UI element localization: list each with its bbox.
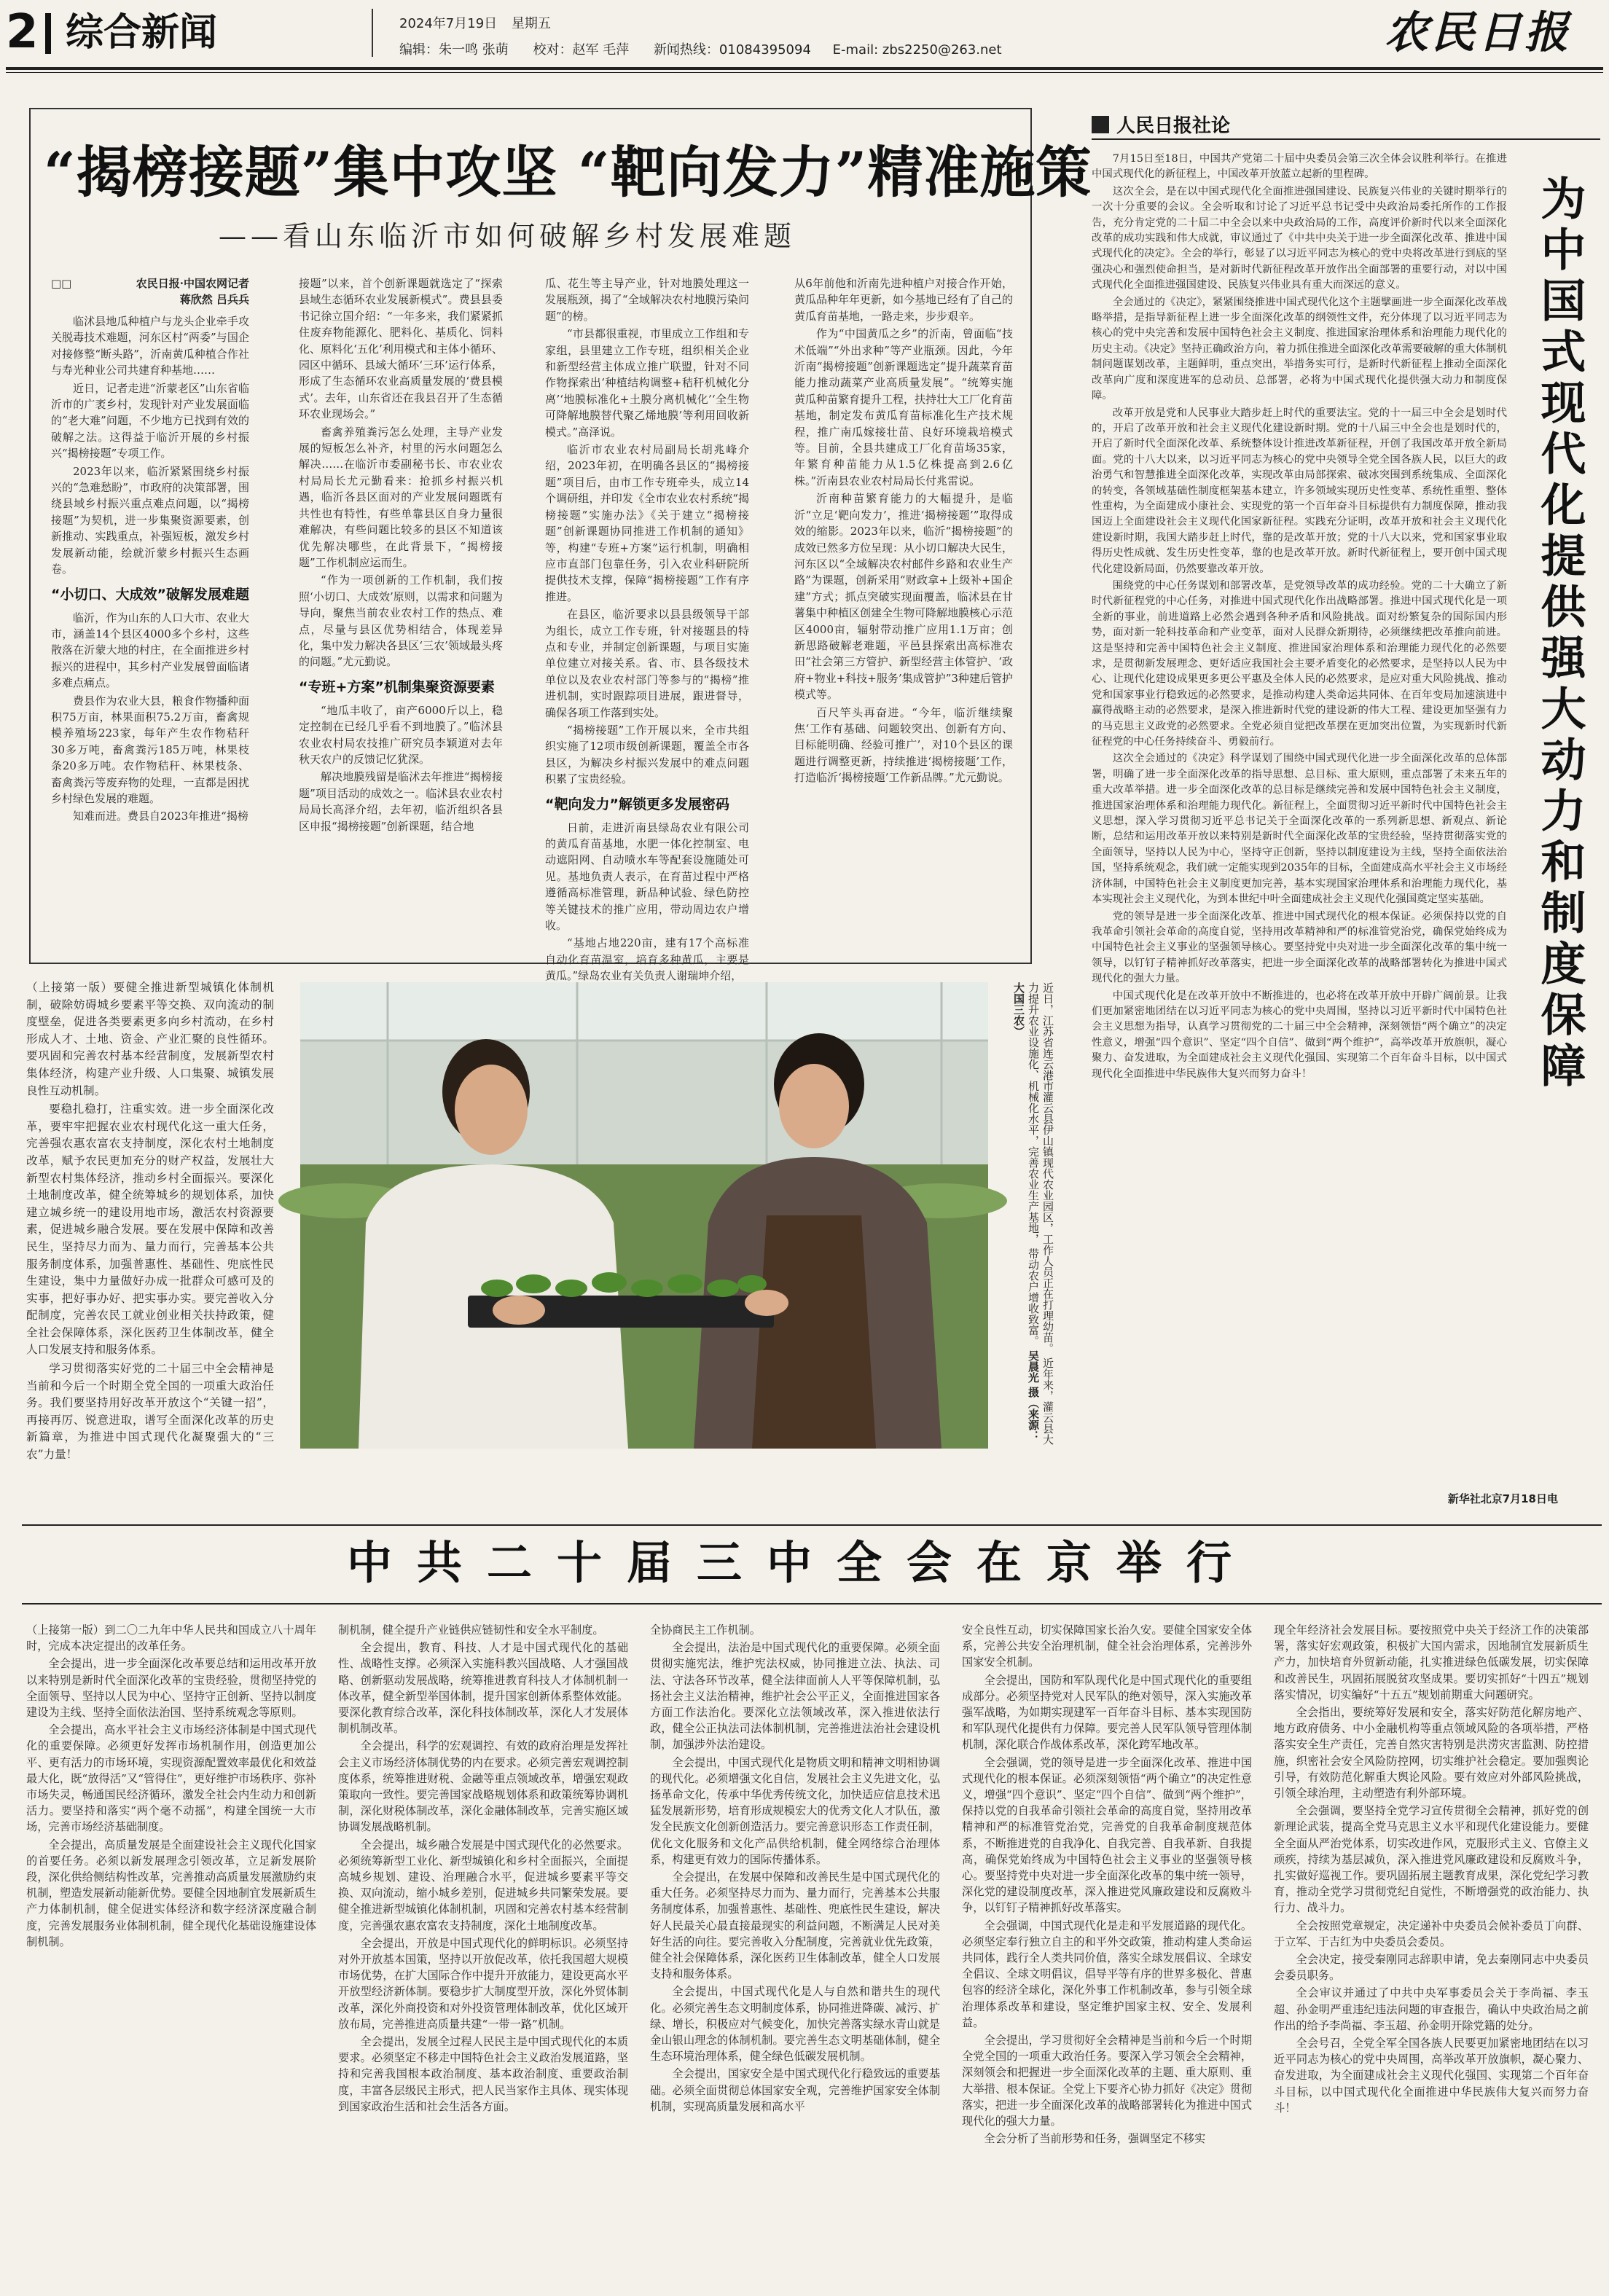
paragraph: 全会强调，要坚持全党学习宣传贯彻全会精神，抓好党的创新理论武装，提高全党马克思主义水平和现代化建设能力。要健全全面从严治党体系，切实改进作风，克服形式主义、官僚主义顽疾，持续为基层减负，深入推进党风廉政建设和反腐败斗争，扎实做好巡视工作。要巩固拓展主题教育成果，深化党纪学习教育，推动全党学习贯彻党纪自觉性，不断增强党的政治能力、执行力、战斗力。 xyxy=(1274,1804,1589,1915)
proofreader: 校对：赵军 毛萍 xyxy=(533,42,630,58)
paragraph: 全会提出，法治是中国式现代化的重要保障。必须全面贯彻实施宪法，维护宪法权威，协同推进立法、执法、司法、守法各环节改革，健全法律面前人人平等保障机制，弘扬社会主义法治精神，维护社会公平正义，全面推进国家各方面工作法治化。要深化立法领域改革，深入推进依法行政，健全公正执法司法体制机制，完善推进法治社会建设机制，加强涉外法治建设。 xyxy=(650,1641,940,1752)
bottom-headline-rule xyxy=(22,1603,1602,1605)
byline-icon: □□ xyxy=(51,277,72,290)
feature-column-3 xyxy=(545,275,749,983)
photo-caption xyxy=(997,982,1055,1449)
feature-column-4 xyxy=(794,275,1013,953)
paragraph: 百尺竿头再奋进。“今年，临沂继续聚焦‘工作有基础、问题较突出、创新有方向、目标能明确、经验可推广’，对10个县区的课题进行调整更新，持续推进‘揭榜接题’工作，打造临沂‘揭榜接题’工作新品牌。”尤元勤说。 xyxy=(794,705,1013,785)
masthead-rule-thin xyxy=(6,72,1603,73)
page-number: 2 xyxy=(6,5,39,59)
paragraph: 解决地膜残留是临沭去年推进“揭榜接题”项目活动的成效之一。临沭县农业农村局局长高泽介绍，去年初，临沂组织各县区申报“揭榜接题”创新课题，结合地 xyxy=(299,770,503,833)
paragraph: 临沂，作为山东的人口大市、农业大市，涵盖14个县区4000多个乡村，这些散落在沂蒙大地的村庄，在全面推进乡村振兴的进程中，其乡村产业发展曾面临诸多难点痛点。 xyxy=(51,611,249,690)
paper-name-logo: 农民日报 xyxy=(1385,7,1571,58)
paragraph: 全会决定，接受秦刚同志辞职申请，免去秦刚同志中央委员会委员职务。 xyxy=(1274,1953,1589,1983)
paragraph: 全会指出，要统筹好发展和安全，落实好防范化解房地产、地方政府债务、中小金融机构等重点领域风险的各项举措，严格落实安全生产责任，完善自然灾害特别是洪涝灾害监测、防控措施，织密社会安全风险防控网，切实维护社会稳定。要加强舆论引导，有效防范化解重大舆论风险。要有效应对外部风险挑战，引领全球治理，主动塑造有利外部环境。 xyxy=(1274,1706,1589,1801)
feature-column-1 xyxy=(51,313,249,955)
byline-org: 农民日报·中国农网记者 xyxy=(136,277,249,290)
paragraph: “基地占地220亩，建有17个高标准自动化育苗温室，培育多种黄瓜，主要是黄瓜。”绿岛农业有关负责人谢瑞坤介绍， xyxy=(545,936,749,983)
paragraph: 制机制，健全提升产业链供应链韧性和安全水平制度。 xyxy=(338,1623,604,1637)
issue-date xyxy=(399,13,551,32)
bottom-column-4 xyxy=(962,1622,1252,2289)
feature-subhead-3: “靶向发力”解锁更多发展密码 xyxy=(545,796,729,812)
paragraph: 改革开放是党和人民事业大踏步赶上时代的重要法宝。党的十一届三中全会是划时代的，开启了改革开放和社会主义现代化建设新时期。党的十八届三中全会也是划时代的，开启了新时代全面深化改革、系统整体设计推进改革新征程，开创了我国改革开放全新局面。党的十八大以来，以习近平同志为核心的党中央领导全党全国各族人民，以巨大的政治勇气和智慧推进全面深化改革，实现改革由局部探索、破冰突围到系统集成、全面深化的转变，各领域基础性制度框架基本建立，许多领域实现历史性变革、系统性重塑、整体性重构，为全面建成小康社会、实现党的第一个百年奋斗目标提供有力制度保障，推动我国迈上全面建设社会主义现代化国家新征程。实践充分证明，改革开放和社会主义现代化建设新时期，我国大踏步赶上时代，靠的是改革开放；党的十八大以来，党和国家事业取得历史性成就、发生历史性变革，靠的也是改革开放。新时代新征程上，要开创中国式现代化建设新局面，仍然要靠改革开放。 xyxy=(1092,407,1507,575)
editorial-label xyxy=(1092,111,1230,138)
paragraph: 全会强调，中国式现代化是走和平发展道路的现代化。必须坚定奉行独立自主的和平外交政策，推动构建人类命运共同体，践行全人类共同价值，落实全球发展倡议、全球安全倡议、全球文明倡议，倡导平等有序的世界多极化、普惠包容的经济全球化，深化外事工作机制改革，参与引领全球治理体系改革和建设，坚定维护国家主权、安全、发展利益。 xyxy=(962,1919,1252,2029)
paragraph: 全会提出，国防和军队现代化是中国式现代化的重要组成部分。必须坚持党对人民军队的绝对领导，深入实施改革强军战略，为如期实现建军一百年奋斗目标、基本实现国防和军队现代化提供有力保障。要完善人民军队领导管理体制机制，深化联合作战体系改革，深化跨军地改革。 xyxy=(962,1673,1252,1752)
page-number-bar xyxy=(45,13,51,54)
paragraph: （上接第一版）到二〇二九年中华人民共和国成立八十周年时，完成本决定提出的改革任务。 xyxy=(26,1623,316,1653)
paragraph: 全会按照党章规定，决定递补中央委员会候补委员丁向群、于立军、于吉红为中央委员会委员。 xyxy=(1274,1919,1589,1948)
feature-subhead-2: “专班+方案”机制集聚资源要素 xyxy=(299,678,495,695)
feature-byline xyxy=(51,275,249,307)
paragraph: 沂南种苗繁育能力的大幅提升，是临沂“立足‘靶向发力’，推进‘揭榜接题’”取得成效的缩影。2023年以来，临沂“揭榜接题”的成效已然多方位呈现：从小切口解决大民生，河东区以“全域解决农村邮件乡路和农业生产路”为课题，创新采用“财政拿+上级补+国企建”方式；抓点突破实现面覆盖，临沭县在甘薯集中种植区创建全生物可降解地膜核心示范区4000亩，辐射带动推广应用1.1万亩；创新思路破解老难题，平邑县探索出高标准农田“社会第三方管护、新型经营主体管护、‘政府+物业+科技+服务’集成管护”3种建后管护模式等。 xyxy=(794,492,1014,702)
byline-names: 蒋欣然 吕兵兵 xyxy=(179,293,249,306)
paragraph: 全会分析了当前形势和任务，强调坚定不移实 xyxy=(984,2132,1206,2146)
paragraph: “市县都很重视，市里成立工作组和专家组，县里建立工作专班，组织相关企业和新型经营主体成立推广联盟，针对不同作物探索出‘种植结构调整+秸秆机械化分离’‘地膜标准化+土膜分离机械化’‘全生物可降解地膜替代聚乙烯地膜’等利用回收新模式。”高泽说。 xyxy=(545,327,749,439)
paragraph: 从6年前他和沂南先进种植户对接合作开始，黄瓜品种年年更新，如今基地已经有了自己的黄瓜育苗基地，一路走来，步步艰辛。 xyxy=(794,277,1014,323)
feature-subheadline: ——看山东临沂市如何破解乡村发展难题 xyxy=(219,220,796,252)
paragraph: 全会提出，发展全过程人民民主是中国式现代化的本质要求。必须坚定不移走中国特色社会主义政治发展道路，坚持和完善我国根本政治制度、基本政治制度、重要政治制度，丰富各层级民主形式，把人民当家作主具体、现实体现到国家政治生活和社会生活各方面。 xyxy=(338,2035,628,2113)
bottom-column-2 xyxy=(338,1622,628,2289)
bottom-column-1 xyxy=(26,1622,316,2289)
paragraph: 全会提出，城乡融合发展是中国式现代化的必然要求。必须统筹新型工业化、新型城镇化和乡村全面振兴，全面提高城乡规划、建设、治理融合水平，促进城乡要素平等交换、双向流动，缩小城乡差别，促进城乡共同繁荣发展。要健全推进新型城镇化体制机制，巩固和完善农村基本经营制度，完善强农惠农富农支持制度，深化土地制度改革。 xyxy=(338,1838,628,1932)
photo-credit: 吴晨光 摄（来源：大国三农） xyxy=(1012,982,1040,1441)
paragraph: 全协商民主工作机制。 xyxy=(650,1623,761,1637)
paragraph: “地瓜丰收了，亩产6000斤以上，稳定控制在已经几乎看不到地膜了。”临沭县农业农村局农技推广研究员李颖道对去年秋天农户的反馈记忆犹深。 xyxy=(299,703,503,766)
paragraph: 全会提出，进一步全面深化改革要总结和运用改革开放以来特别是新时代全面深化改革的宝贵经验，贯彻坚持党的全面领导、坚持以人民为中心、坚持守正创新、坚持以制度建设为主线、坚持全面依法治国、坚持系统观念等原则。 xyxy=(26,1657,316,1720)
paragraph: 全会提出，教育、科技、人才是中国式现代化的基础性、战略性支撑。必须深入实施科教兴国战略、人才强国战略、创新驱动发展战略，统筹推进教育科技人才体制机制一体改革，健全新型举国体制，提升国家创新体系整体效能。要深化教育综合改革，深化科技体制改革，深化人才发展体制机制改革。 xyxy=(338,1641,628,1736)
paragraph: 全会提出，国家安全是中国式现代化行稳致远的重要基础。必须全面贯彻总体国家安全观，完善维护国家安全体制机制，实现高质量发展和高水平 xyxy=(650,2067,940,2113)
paragraph: 全会强调，党的领导是进一步全面深化改革、推进中国式现代化的根本保证。必须深刻领悟“两个确立”的决定性意义，增强“四个意识”、坚定“四个自信”、做到“两个维护”，保持以党的自我革命引领社会革命的高度自觉，坚持用改革精神和严的标准管党治党，完善党的自我革命制度规范体系，不断推进党的自我净化、自我完善、自我革新、自我提高，确保党始终成为中国特色社会主义事业的坚强领导核心。要坚持党中央对进一步全面深化改革的集中统一领导，深化党的建设制度改革，深入推进党风廉政建设和反腐败斗争，以钉钉子精神抓好改革落实。 xyxy=(962,1755,1252,1915)
feature-subhead-1: “小切口、大成效”破解发展难题 xyxy=(51,586,249,603)
photo-caption-line: 带动农户增收致富。 xyxy=(1027,1247,1040,1347)
paragraph: 这次全会通过的《决定》科学谋划了围绕中国式现代化进一步全面深化改革的总体部署，明确了进一步全面深化改革的指导思想、总目标、重大原则，重点部署了未来五年的重大改革举措。进一步全面深化改革的总目标是继续完善和发展中国特色社会主义制度，推进国家治理体系和治理能力现代化。新征程上，全面贯彻习近平新时代中国特色社会主义思想，深入学习贯彻习近平总书记关于全面深化改革的一系列新思想、新观点、新论断，总结和运用改革开放以来特别是新时代全面深化改革的宝贵经验，坚持贯彻落实党的全面领导，坚持以人民为中心，坚持守正创新，坚持以制度建设为主线，坚持全面依法治国，坚持系统观念，我们就一定能实现到2035年的目标，全面建成高水平社会主义市场经济体制，中国特色社会主义制度更加完善，基本实现国家治理体系和治理能力现代化，基本实现社会主义现代化，为到本世纪中叶全面建成社会主义现代化强国奠定坚实基础。 xyxy=(1092,753,1507,906)
editorial-label-text: 人民日报社论 xyxy=(1116,115,1231,137)
paragraph: 2023年以来，临沂紧紧围绕乡村振兴的“急难愁盼”，市政府的决策部署，围绕县域乡村振兴重点难点问题，以“揭榜接题”为契机，进一步集聚资源要素，创新推动、实践重点，补强短板，激发乡村发展新动能，绘就沂蒙乡村振兴生态画卷。 xyxy=(51,464,249,576)
paragraph: 全会提出，开放是中国式现代化的鲜明标识。必须坚持对外开放基本国策，坚持以开放促改革，依托我国超大规模市场优势，在扩大国际合作中提升开放能力，建设更高水平开放型经济新体制。要稳步扩大制度型开放，深化外贸体制改革，深化外商投资和对外投资管理体制改革，优化区域开放布局，完善推进高质量共建“一带一路”机制。 xyxy=(338,1936,628,2031)
paragraph: 在县区，临沂要求以县县级领导干部为组长，成立工作专班，针对接题县的特点和专业，并制定创新课题，与项目实施单位建立对接关系。省、市、县各级技术单位以及农业农村部门等参与的“揭榜”推进机制，实时跟踪项目进展，跟进督导，确保各项工作落到实处。 xyxy=(545,608,749,719)
bottom-headline: 中共二十届三中全会在京举行 xyxy=(346,1536,1256,1589)
editorial-body xyxy=(1092,152,1507,1511)
editorial-title: 为中国式现代化提供强大动力和制度保障 xyxy=(1533,175,1586,1093)
paragraph: 日前，走进沂南县绿岛农业有限公司的黄瓜育苗基地，水肥一体化控制室、电动遮阳网、自动喷水车等配套设施随处可见。基地负责人表示，在育苗过程中严格遵循高标准管理，新品种试验、绿色防控等关键技术的推广应用，带动周边农户增收。 xyxy=(545,820,749,933)
weekday: 星期五 xyxy=(511,16,551,31)
editorial-label-icon xyxy=(1092,116,1109,133)
paragraph: 临沭县地瓜种植户与龙头企业牵手攻关脱毒技术难题，河东区村“两委”与国企对接修整“断头路”，沂南黄瓜种植合作社与寿光种业公司共建育种基地…… xyxy=(51,315,249,377)
bottom-section-rule xyxy=(22,1524,1602,1526)
paragraph: 全会审议并通过了中共中央军事委员会关于李尚福、李玉超、孙金明严重违纪违法问题的审查报告，确认中央政治局之前作出的给予李尚福、李玉超、孙金明开除党籍的处分。 xyxy=(1274,1986,1589,2032)
hotline: 新闻热线：01084395094 xyxy=(653,42,811,58)
greenhouse-scene xyxy=(300,982,988,1449)
staff-line xyxy=(399,39,1002,58)
paragraph: “作为一项创新的工作机制，我们按照‘小切口、大成效’原则，以需求和问题为导向，聚焦当前农业农村工作的热点、难点，尽量与县区优势相结合，体现差异化，集中发力解决各县区‘三农’领域最头疼的问题。”尤元勤说。 xyxy=(299,573,503,669)
paragraph: 全会通过的《决定》，紧紧围绕推进中国式现代化这个主题擘画进一步全面深化改革战略举措，是指导新征程上进一步全面深化改革的纲领性文件，充分体现了以习近平同志为核心的党中央完善和发展中国特色社会主义制度、推进国家治理体系和治理能力现代化的历史主动。《决定》坚持正确政治方向，着力抓住推进全面深化改革需要破解的重大体制机制问题谋划改革，主题鲜明，重点突出，举措务实可行，是新时代新征程上推动全面深化改革向广度和深度进军的总动员、总部署，必将为中国式现代化提供强大动力和制度保障。 xyxy=(1092,296,1507,402)
paragraph: 全会提出，科学的宏观调控、有效的政府治理是发挥社会主义市场经济体制优势的内在要求。必须完善宏观调控制度体系，统筹推进财税、金融等重点领域改革，增强宏观政策取向一致性。要完善国家战略规划体系和政策统筹协调机制，深化财税体制改革，深化金融体制改革，完善实施区域协调发展战略机制。 xyxy=(338,1739,628,1834)
news-photo xyxy=(300,982,988,1449)
masthead-divider xyxy=(372,9,373,57)
paragraph: 全会提出，中国式现代化是人与自然和谐共生的现代化。必须完善生态文明制度体系，协同推进降碳、减污、扩绿、增长，积极应对气候变化，加快完善落实绿水青山就是金山银山理念的体制机制。要完善生态文明基础体制，健全生态环境治理体系，健全绿色低碳发展机制。 xyxy=(650,1985,940,2064)
paragraph: “揭榜接题”工作开展以来，全市共组织实施了12项市级创新课题，覆盖全市各县区，为解决乡村振兴发展中的难点问题积累了宝贵经验。 xyxy=(545,723,749,786)
paragraph: 全会提出，中国式现代化是物质文明和精神文明相协调的现代化。必须增强文化自信，发展社会主义先进文化，弘扬革命文化，传承中华优秀传统文化，加快适应信息技术迅猛发展新形势，培育形成规模宏大的优秀文化人才队伍，激发全民族文化创新创造活力。要完善意识形态工作责任制，优化文化服务和文化产品供给机制，健全网络综合治理体系，构建更有效力的国际传播体系。 xyxy=(650,1755,940,1866)
paragraph: 全会提出，高水平社会主义市场经济体制是中国式现代化的重要保障。必须更好发挥市场机制作用，创造更加公平、更有活力的市场环境，实现资源配置效率最优化和效益最大化，既“放得活”又“管得住”，更好维护市场秩序、弥补市场失灵，畅通国民经济循环，激发全社会内生动力和创新活力。要坚持和落实“两个毫不动摇”，构建全国统一大市场，完善市场经济基础制度。 xyxy=(26,1723,316,1834)
email: E-mail: zbs2250@263.net xyxy=(832,42,1002,58)
paragraph: 知难而进。费县自2023年推进“揭榜 xyxy=(73,810,248,823)
paragraph: 围绕党的中心任务谋划和部署改革，是党领导改革的成功经验。党的二十大确立了新时代新征程党的中心任务，对推进中国式现代化作出战略部署。推进中国式现代化是一项全新的事业，前进道路上必然会遇到各种矛盾和风险挑战。面对纷繁复杂的国际国内形势，面对新一轮科技革命和产业变革，面对人民群众新期待，必须继续把改革推向前进。这是坚持和完善中国特色社会主义制度、推进国家治理体系和治理能力现代化的必然要求，是贯彻新发展理念、更好适应我国社会主要矛盾变化的必然要求，是坚持以人民为中心、让现代化建设成果更多更公平惠及全体人民的必然要求，是应对重大风险挑战、推动党和国家事业行稳致远的必然要求，是推动构建人类命运共同体、在百年变局加速演进中赢得战略主动的必然要求，是深入推进新时代党的建设新的伟大工程、建设更加坚强有力的马克思主义政党的必然要求。全党必须自觉把改革摆在更加突出位置，为实现新时代新征程党的中心任务持续奋斗、勇毅前行。 xyxy=(1092,579,1507,748)
masthead xyxy=(0,0,1609,67)
paragraph: 全会提出，学习贯彻好全会精神是当前和今后一个时期全党全国的一项重大政治任务。要深入学习领会全会精神，深刻领会和把握进一步全面深化改革的主题、重大原则、重大举措、根本保证。全党上下要齐心协力抓好《决定》贯彻落实，把进一步全面深化改革的战略部署转化为推进中国式现代化的强大力量。 xyxy=(962,2034,1252,2128)
paragraph: 现全年经济社会发展目标。要按照党中央关于经济工作的决策部署，落实好宏观政策，积极扩大国内需求，因地制宜发展新质生产力，加快培育外贸新动能，扎实推进绿色低碳发展，切实保障和改善民生，巩固拓展脱贫攻坚成果。要切实抓好“十四五”规划落实情况，切实编好“十五五”规划前期重大问题研究。 xyxy=(1274,1623,1589,1701)
paragraph: 学习贯彻落实好党的二十届三中全会精神是当前和今后一个时期全党全国的一项重大政治任务。我们要坚持用好改革开放这个“关键一招”，再接再厉、锐意进取，谱写全面深化改革的历史新篇章，为推进中国式现代化凝聚强大的“三农”力量！ xyxy=(26,1362,274,1462)
paragraph: 畜禽养殖粪污怎么处理，主导产业发展的短板怎么补齐，村里的污水问题怎么解决……在临沂市委副秘书长、市农业农村局局长尤元勤看来：抢抓乡村振兴机遇，临沂各县区面对的产业发展问题既有共性也有特性，有些单靠县区自身力量很难解决，有些问题比较多的县区不知道该优先解决哪些，在此背景下，“揭榜接题”工作机制应运而生。 xyxy=(299,425,503,569)
paragraph: 全会号召，全党全军全国各族人民要更加紧密地团结在以习近平同志为核心的党中央周围，高举改革开放旗帜，凝心聚力、奋发进取，为全面建成社会主义现代化强国、实现第二个百年奋斗目标，以中国式现代化全面推进中华民族伟大复兴而努力奋斗！ xyxy=(1274,2037,1589,2115)
date: 2024年7月19日 xyxy=(399,16,498,31)
paragraph: 7月15日至18日，中国共产党第二十届中央委员会第三次全体会议胜利举行。在推进中国式现代化的新征程上，中国改革开放蓝立起新的里程碑。 xyxy=(1092,153,1507,181)
photo-caption-line: 近年来，灌云县大力提升农业设施化、机械化水平，完善农业生产基地， xyxy=(1027,982,1054,1445)
paragraph: 作为“中国黄瓜之乡”的沂南，曾面临“技术低端”“外出求种”等产业瓶颈。因此，今年沂南“揭榜接题”创新课题选定“提升蔬菜育苗能力推动蔬菜产业高质量发展”。“统筹实施黄瓜种苗繁育提升工程，扶持壮大工厂化育苗基地，制定发布黄瓜育苗标准化生产技术规程，推广南瓜嫁接壮苗、良好环境栽培模式等。目前，全县共建成工厂化育苗场35家，年繁育种苗能力从1.5亿株提高到2.6亿株。”沂南县农业农村局局长付兆雷说。 xyxy=(794,327,1014,487)
feature-column-2 xyxy=(299,275,503,953)
paragraph: 要稳扎稳打，注重实效。进一步全面深化改革，要牢牢把握农业农村现代化这一重大任务，完善强农惠农富农支持制度，深化农村土地制度改革，赋予农民更加充分的财产权益，发展壮大新型农村集体经济，推动乡村全面振兴。要深化土地制度改革，健全统筹城乡的规划体系，加快建立城乡统一的建设用地市场，激活农村资源要素，促进城乡融合发展。要在发展中保障和改善民生，坚持尽力而为、量力而行，完善基本公共服务制度体系，加强普惠性、基础性、兜底性民生建设，集中力量做好办成一批群众可感可及的实事，把好事办好、把实事办实。要完善收入分配制度，完善农民工就业创业相关扶持政策，健全社会保障体系，深化医药卫生体制改革，健全人口发展支持和服务体系。 xyxy=(26,1102,274,1357)
paragraph: 临沂市农业农村局副局长胡兆峰介绍，2023年初，在明确各县区的“揭榜接题”项目后，由市工作专班牵头，成立14个调研组，并印发《全市农业农村系统“揭榜接题”实施办法》《关于建立“揭榜接题”创新课题协同推进工作机制的通知》等，构建“专班+方案”运行机制，明确相应市直部门包靠任务，引入农业科研院所提供技术支撑，保障“揭榜接题”工作有序推进。 xyxy=(545,443,749,603)
paragraph: 费县作为农业大县，粮食作物播种面积75万亩，林果面积75.2万亩，畜禽规模养殖场223家，每年产生农作物秸秆30多万吨，畜禽粪污185万吨，林果枝条20多万吨。农作物秸秆、林果枝条、畜禽粪污等废弃物的处理，一直都是困扰乡村绿色发展的难题。 xyxy=(51,694,249,805)
feature-headline: “揭榜接题”集中攻坚 “靶向发力”精准施策 xyxy=(44,140,1092,205)
paragraph: 这次全会，是在以中国式现代化全面推进强国建设、民族复兴伟业的关键时期举行的一次十分重要的会议。全会听取和讨论了习近平总书记受中央政治局委托所作的工作报告，充分肯定党的二十届二中全会以来中央政治局的工作，高度评价新时代以来全面深化改革的成功实践和伟大成就，审议通过了《中共中央关于进一步全面深化改革、推进中国式现代化的决定》。全会的举行，彰显了以习近平同志为核心的党中央将改革进行到底的坚强决心和强烈使命担当，是对新时代新征程改革开放作出全面部署的重要行动，对以中国式现代化全面推进强国建设、民族复兴伟业具有重大而深远的意义。 xyxy=(1092,185,1507,291)
bottom-column-5 xyxy=(1274,1622,1589,2289)
paragraph: 全会提出，在发展中保障和改善民生是中国式现代化的重大任务。必须坚持尽力而为、量力而行，完善基本公共服务制度体系，加强普惠性、基础性、兜底性民生建设，解决好人民最关心最直接最现实的利益问题，不断满足人民对美好生活的向往。要完善收入分配制度，完善就业优先政策，健全社会保障体系，深化医药卫生体制改革，健全人口发展支持和服务体系。 xyxy=(650,1870,940,1981)
paragraph: 瓜、花生等主导产业，针对地膜处理这一发展瓶颈，揭了“全域解决农村地膜污染问题”的榜。 xyxy=(545,277,749,323)
editorial-label-rule xyxy=(1092,138,1600,140)
editorial-source: 新华社北京7月18日电 xyxy=(1447,1492,1558,1505)
masthead-rule xyxy=(6,67,1603,70)
paragraph: 中国式现代化是在改革开放中不断推进的，也必将在改革开放中开辟广阔前景。让我们更加紧密地团结在以习近平同志为核心的党中央周围，坚持以习近平新时代中国特色社会主义思想为指导，认真学习贯彻党的二十届三中全会精神，深刻领悟“两个确立”的决定性意义，增强“四个意识”、坚定“四个自信”、做到“两个维护”，高举改革开放旗帜，凝心聚力、奋发进取，为全面建成社会主义现代化强国、实现第二个百年奋斗目标，以中国式现代化全面推进中华民族伟大复兴而努力奋斗！ xyxy=(1092,990,1507,1080)
paragraph: 安全良性互动，切实保障国家长治久安。要健全国家安全体系，完善公共安全治理机制，健全社会治理体系，完善涉外国家安全机制。 xyxy=(962,1623,1252,1669)
paragraph: 全会提出，高质量发展是全面建设社会主义现代化国家的首要任务。必须以新发展理念引领改革，立足新发展阶段，深化供给侧结构性改革，完善推动高质量发展激励约束机制，塑造发展新动能新优势。要健全因地制宜发展新质生产力体制机制，健全促进实体经济和数字经济深度融合制度，完善发展服务业体制机制，健全现代化基础设施建设体制机制。 xyxy=(26,1838,316,1948)
paragraph: 近日，记者走进“沂蒙老区”山东省临沂市的广袤乡村，发现针对产业发展面临的“老大难”问题，不少地方已找到有效的破解之法。这得益于临沂开展的乡村振兴“揭榜接题”专项工作。 xyxy=(51,381,249,461)
paragraph: 党的领导是进一步全面深化改革、推进中国式现代化的根本保证。必须保持以党的自我革命引领社会革命的高度自觉，坚持用改革精神和严的标准管党治党，确保党始终成为中国特色社会主义事业的坚强领导核心。要坚持党中央对进一步全面深化改革的集中统一领导，以钉钉子精神抓好改革落实，把进一步全面深化改革的战略部署转化为推进中国式现代化的强大力量。 xyxy=(1092,910,1507,985)
paragraph: 接题”以来，首个创新课题就选定了“探索县域生态循环农业发展新模式”。费县县委书记徐立国介绍：“一年多来，我们紧紧抓住废弃物能源化、肥料化、基质化、饲料化、原料化‘五化’利用模式和主体小循环、园区中循环、县域大循环‘三环’运行体系，形成了生态循环农业高质量发展的‘费县模式’。去年，山东省还在我县召开了生态循环农业现场会。” xyxy=(299,277,503,421)
section-title: 综合新闻 xyxy=(66,11,218,55)
photo-caption-line: 近日，江苏省连云港市灌云县伊山镇现代农业园区，工作人员正在打理幼苗。 xyxy=(1041,982,1054,1354)
editor: 编辑：朱一鸣 张萌 xyxy=(399,42,509,58)
bottom-column-3 xyxy=(650,1622,940,2289)
paragraph: （上接第一版）要健全推进新型城镇化体制机制，破除妨碍城乡要素平等交换、双向流动的制度壁垒，促进各类要素更多向乡村流动，在乡村形成人才、土地、资金、产业汇聚的良性循环。要巩固和完善农村基本经营制度，发展新型农村集体经济，构建产业升级、人口集聚、城镇发展良性互动机制。 xyxy=(26,981,274,1097)
